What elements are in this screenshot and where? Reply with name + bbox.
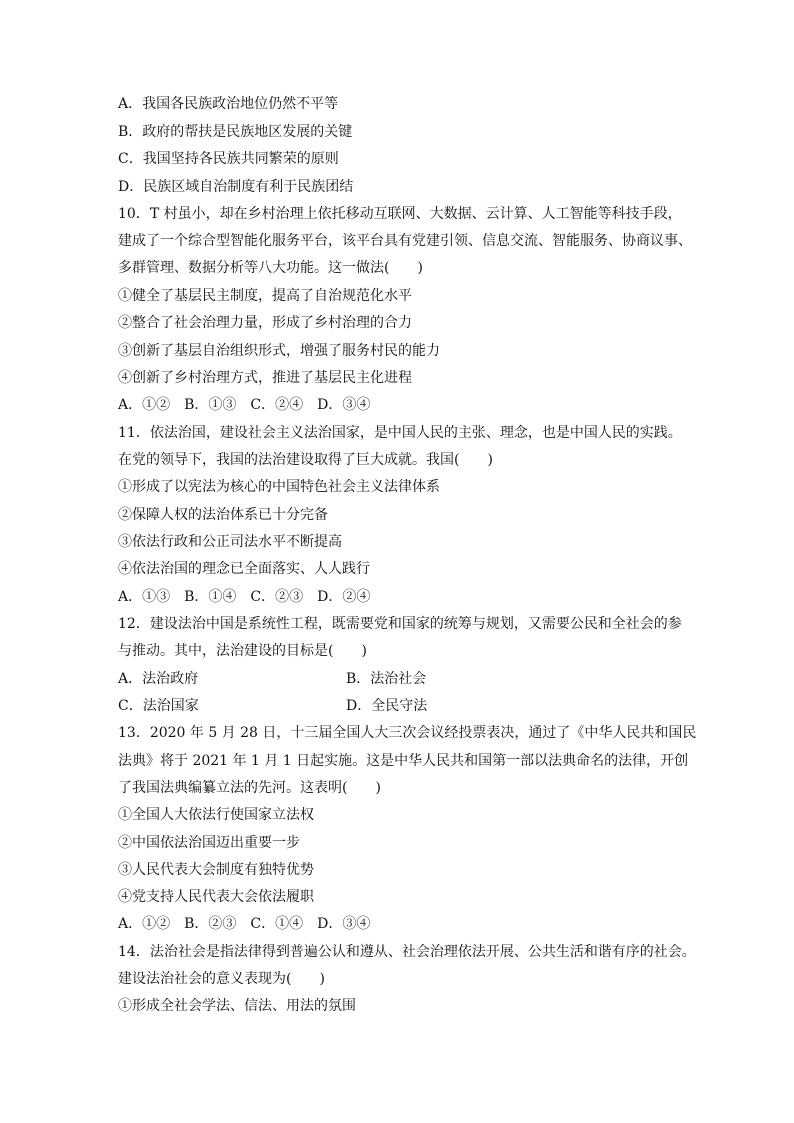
q11-stem-line: 在党的领导下，我国的法治建设取得了巨大成就。我国( ) (118, 452, 493, 468)
q11-options: A．①③ B．①④ C．②③ D．②④ (118, 589, 371, 605)
q14-stem-line: 建设法治社会的意义表现为( ) (118, 971, 325, 987)
q12-option-d: D．全民守法 (346, 698, 428, 714)
q12-stem-line: 与推动。其中，法治建设的目标是( ) (118, 643, 367, 659)
q10-options: A．①② B．①③ C．②④ D．③④ (118, 397, 371, 413)
q14-stem-line: 14．法治社会是指法律得到普遍公认和遵从、社会治理依法开展、公共生活和谐有序的社会。 (118, 944, 696, 960)
q11-stem-line: 11．依法治国，建设社会主义法治国家，是中国人民的主张、理念，也是中国人民的实践。 (118, 425, 682, 441)
q10-item-4: ④创新了乡村治理方式，推进了基层民主化进程 (118, 370, 412, 386)
q10-item-3: ③创新了基层自治组织形式，增强了服务村民的能力 (118, 343, 440, 359)
q10-item-2: ②整合了社会治理力量，形成了乡村治理的合力 (118, 315, 412, 331)
q13-item-4: ④党支持人民代表大会依法履职 (118, 889, 314, 905)
q10-item-1: ①健全了基层民主制度，提高了自治规范化水平 (118, 288, 412, 304)
q11-item-1: ①形成了以宪法为核心的中国特色社会主义法律体系 (118, 479, 440, 495)
q10-stem-line: 多群管理、数据分析等八大功能。这一做法( ) (118, 260, 423, 276)
q11-item-3: ③依法行政和公正司法水平不断提高 (118, 534, 342, 550)
q13-stem-line: 了我国法典编纂立法的先河。这表明( ) (118, 780, 381, 796)
q12-option-a: A．法治政府 (118, 671, 199, 687)
q12-stem-line: 12．建设法治中国是系统性工程，既需要党和国家的统筹与规划，又需要公民和全社会的参 (118, 616, 682, 632)
q13-item-1: ①全国人大依法行使国家立法权 (118, 807, 314, 823)
q10-stem-line: 建成了一个综合型智能化服务平台，该平台具有党建引领、信息交流、智能服务、协商议事、 (118, 233, 692, 249)
q13-item-3: ③人民代表大会制度有独特优势 (118, 862, 314, 878)
q10-stem-line: 10．T 村虽小，却在乡村治理上依托移动互联网、大数据、云计算、人工智能等科技手段， (118, 206, 682, 222)
q12-option-b: B．法治社会 (346, 671, 427, 687)
q13-stem-line: 法典》将于 2021 年 1 月 1 日起实施。这是中华人民共和国第一部以法典命名的法律，开创 (118, 753, 689, 769)
q14-item-1: ①形成全社会学法、信法、用法的氛围 (118, 998, 356, 1014)
q11-item-4: ④依法治国的理念已全面落实、人人践行 (118, 561, 370, 577)
q9-option-b: B．政府的帮扶是民族地区发展的关键 (118, 124, 353, 140)
q12-option-c: C．法治国家 (118, 698, 199, 714)
q13-item-2: ②中国依法治国迈出重要一步 (118, 835, 300, 851)
q11-item-2: ②保障人权的法治体系已十分完备 (118, 507, 328, 523)
q13-stem-line: 13．2020 年 5 月 28 日，十三届全国人大三次会议经投票表决，通过了《中华人民共和国民 (118, 725, 697, 741)
q9-option-d: D．民族区域自治制度有利于民族团结 (118, 179, 354, 195)
q9-option-a: A．我国各民族政治地位仍然不平等 (118, 96, 339, 112)
q9-option-c: C．我国坚持各民族共同繁荣的原则 (118, 151, 339, 167)
q13-options: A．①② B．②③ C．①④ D．③④ (118, 916, 371, 932)
